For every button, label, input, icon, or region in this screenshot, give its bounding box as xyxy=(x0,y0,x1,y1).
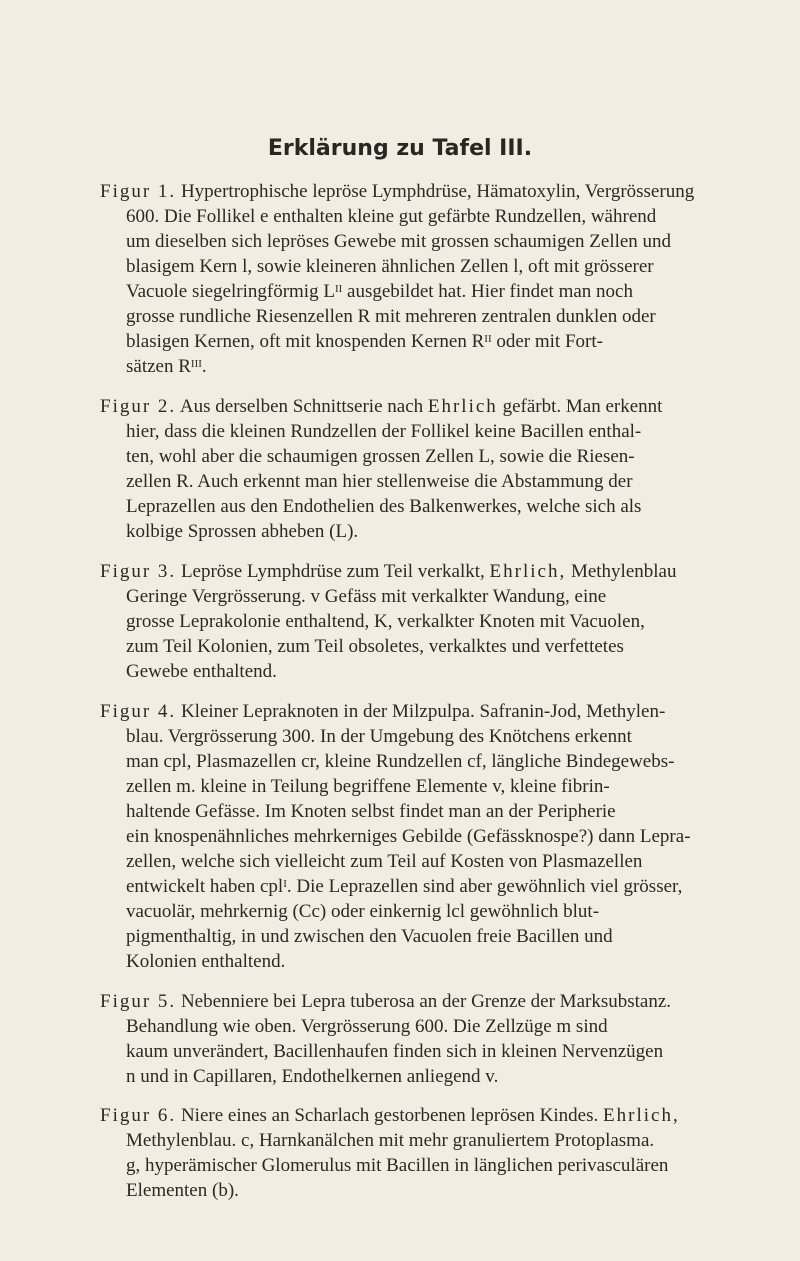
figure-label: Figur 5. xyxy=(100,991,177,1012)
figure-text-line: n und in Capillaren, Endothelkernen anliegend v. xyxy=(126,1066,499,1087)
author-name: Ehrlich, xyxy=(489,561,567,582)
figure-text-line: Aus derselben Schnittserie nach xyxy=(179,396,424,417)
superscript: II xyxy=(484,333,492,345)
figure-text-line: zum Teil Kolonien, zum Teil obsoletes, verkalktes und verfettetes xyxy=(126,636,624,657)
figure-text-line: zellen m. kleine in Teilung begriffene Elemente v, kleine fibrin- xyxy=(126,776,610,797)
figure-text-line: g, hyperämischer Glomerulus mit Bacillen in länglichen perivasculären xyxy=(126,1155,669,1176)
figure-text-line: blau. Vergrösserung 300. In der Umgebung des Knötchens erkennt xyxy=(126,726,632,747)
figure-text-line: blasigen Kernen, oft mit knospenden Kernen R xyxy=(126,331,485,352)
figure-text-line: Hypertrophische lepröse Lymphdrüse, Hämatoxylin, Vergrösserung xyxy=(180,181,695,202)
figure-text-line: . Die Leprazellen sind aber gewöhnlich viel grösser, xyxy=(286,876,683,897)
author-name: Ehrlich xyxy=(427,396,498,417)
figure-text-line: vacuolär, mehrkernig (Cc) oder einkernig lcl gewöhnlich blut- xyxy=(126,901,600,922)
figure-label: Figur 1. xyxy=(100,181,177,202)
figure-text-line: Vacuole siegelringförmig L xyxy=(126,281,335,302)
figure-text-line: zellen, welche sich vielleicht zum Teil auf Kosten von Plasmazellen xyxy=(126,851,643,872)
figure-text-line: man cpl, Plasmazellen cr, kleine Rundzellen cf, längliche Bindegewebs- xyxy=(126,751,675,772)
figure-text-line: ein knospenähnliches mehrkerniges Gebilde (Gefässknospe?) dann Lepra- xyxy=(126,826,691,847)
figure-label: Figur 2. xyxy=(100,396,177,417)
figure-text-line: Behandlung wie oben. Vergrösserung 600. Die Zellzüge m sind xyxy=(126,1016,608,1037)
figure-text-line: kaum unverändert, Bacillenhaufen finden sich in kleinen Nervenzügen xyxy=(126,1041,664,1062)
figure-text-line: hier, dass die kleinen Rundzellen der Follikel keine Bacillen enthal- xyxy=(126,421,642,442)
figure-text-line: blasigem Kern l, sowie kleineren ähnlichen Zellen l, oft mit grösserer xyxy=(126,256,654,277)
figure-text-line: Geringe Vergrösserung. v Gefäss mit verkalkter Wandung, eine xyxy=(126,586,607,607)
figure-label: Figur 6. xyxy=(100,1105,177,1126)
figure-text-line: haltende Gefässe. Im Knoten selbst findet man an der Peripherie xyxy=(126,801,616,822)
figure-text-line: kolbige Sprossen abheben (L). xyxy=(126,521,359,542)
figure-text-line: ausgebildet hat. Hier findet man noch xyxy=(342,281,633,302)
figure-text-line: 600. Die Follikel e enthalten kleine gut gefärbte Rundzellen, während xyxy=(126,206,657,227)
figure-text-line: entwickelt haben cpl xyxy=(126,876,284,897)
figure-text-line: Elementen (b). xyxy=(126,1180,239,1201)
figure-text-line: Niere eines an Scharlach gestorbenen leprösen Kindes. xyxy=(180,1105,599,1126)
superscript: III xyxy=(190,358,202,370)
figure-text-line: Nebenniere bei Lepra tuberosa an der Grenze der Marksubstanz. xyxy=(180,991,672,1012)
figure-label: Figur 4. xyxy=(100,701,177,722)
author-name: Ehrlich, xyxy=(603,1105,680,1126)
figure-text-line: sätzen R xyxy=(126,356,191,377)
figure-text-line: pigmenthaltig, in und zwischen den Vacuolen freie Bacillen und xyxy=(126,926,613,947)
figure-text-line: grosse Leprakolonie enthaltend, K, verkalkter Knoten mit Vacuolen, xyxy=(126,611,645,632)
figure-text-line: ten, wohl aber die schaumigen grossen Zellen L, sowie die Riesen- xyxy=(126,446,635,467)
figure-text-line: zellen R. Auch erkennt man hier stellenweise die Abstammung der xyxy=(126,471,633,492)
page-title: Erklärung zu Tafel III. xyxy=(267,136,533,161)
figure-text-line: Gewebe enthaltend. xyxy=(126,661,277,682)
figure-text-line: oder mit Fort- xyxy=(491,331,603,352)
figure-text-line: Kleiner Lepraknoten in der Milzpulpa. Safranin-Jod, Methylen- xyxy=(180,701,666,722)
figure-text-line: gefärbt. Man erkennt xyxy=(497,396,663,417)
figure-label: Figur 3. xyxy=(100,561,177,582)
figure-text-line: Lepröse Lymphdrüse zum Teil verkalkt, xyxy=(180,561,485,582)
figure-text-line: Kolonien enthaltend. xyxy=(126,951,286,972)
figure-text-line: Methylenblau. c, Harnkanälchen mit mehr granuliertem Protoplasma. xyxy=(126,1130,655,1151)
figure-text-line: grosse rundliche Riesenzellen R mit mehreren zentralen dunklen oder xyxy=(126,306,656,327)
figure-text-line: . xyxy=(201,356,207,377)
figure-text-line: Methylenblau xyxy=(566,561,677,582)
figure-text-line: Leprazellen aus den Endothelien des Balkenwerkes, welche sich als xyxy=(126,496,642,517)
figure-text-line: um dieselben sich lepröses Gewebe mit grossen schaumigen Zellen und xyxy=(126,231,672,252)
superscript: II xyxy=(334,283,343,295)
superscript: I xyxy=(283,878,287,890)
